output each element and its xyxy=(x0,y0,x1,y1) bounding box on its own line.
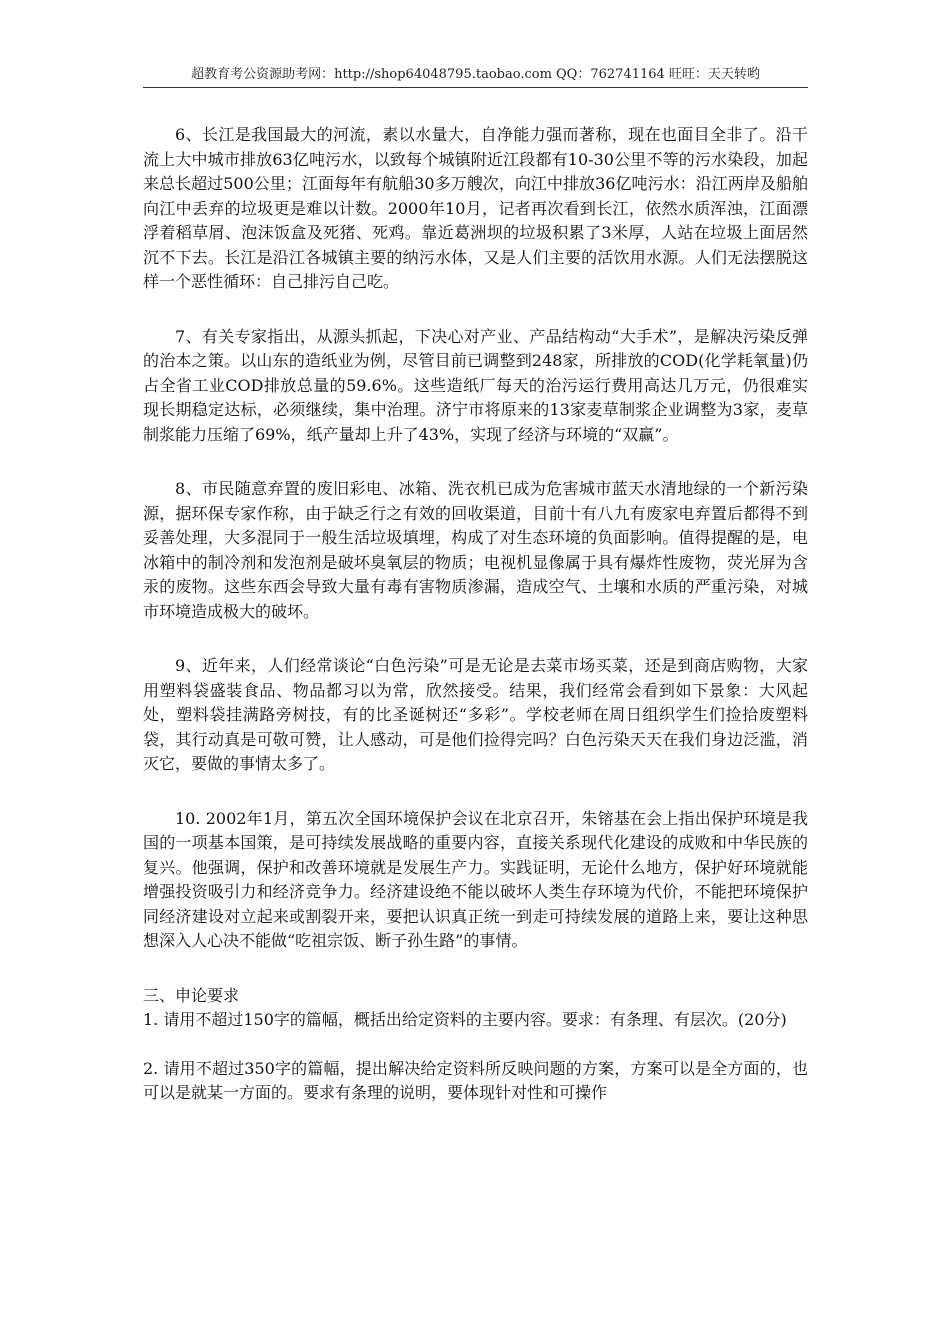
paragraph-10: 10. 2002年1月，第五次全国环境保护会议在北京召开，朱镕基在会上指出保护环境是我国的一项基本国策，是可持续发展战略的重要内容，直接关系现代化建设的成败和中华民族的复兴。他强调，保护和改善环境就是发展生产力。实践证明，无论什么地方，保护好环境就能增强投资吸引力和经济竞争力。经济建设绝不能以破坏人类生存环境为代价，不能把环境保护同经济建设对立起来或割裂开来，要把认识真正统一到走可持续发展的道路上来，要让这种思想深入人心决不能做“吃祖宗饭、断子孙生路”的事情。 xyxy=(143,808,808,950)
requirement-2: 2. 请用不超过350字的篇幅，提出解决给定资料所反映问题的方案，方案可以是全方面的，也可以是就某一方面的。要求有条理的说明，要体现针对性和可操作 xyxy=(143,1058,808,1102)
paragraph-6: 6、长江是我国最大的河流，素以水量大，自净能力强而著称，现在也面目全非了。沿干流上大中城市排放63亿吨污水，以致每个城镇附近江段都有10-30公里不等的污水染段，加起来总长超过500公里；江面每年有航船30多万艘次，向江中排放36亿吨污水：沿江两岸及船舶向江中丢弃的垃圾更是难以计数。2000年10月，记者再次看到长江，依然水质浑浊，江面漂浮着稻草屑、泡沫饭盒及死猪、死鸡。靠近葛洲坝的垃圾积累了3米厚，人站在垃圾上面居然沉不下去。长江是沿江各城镇主要的纳污水体，又是人们主要的活饮用水源。人们无法摆脱这样一个恶性循环：自己排污自己吃。 xyxy=(143,125,808,291)
document-body xyxy=(143,123,808,1130)
section-title: 三、申论要求 xyxy=(143,985,240,1005)
page-header: 超教育考公资源助考网：http://shop64048795.taobao.com QQ：762741164 旺旺：天天转哟 xyxy=(191,67,760,82)
header-divider xyxy=(143,87,808,88)
paragraph-9: 9、近年来，人们经常谈论“白色污染”可是无论是去菜市场买菜，还是到商店购物，大家用塑料袋盛装食品、物品都习以为常，欣然接受。结果，我们经常会看到如下景象：大风起处，塑料袋挂满路旁树技，有的比圣诞树还“多彩”。学校老师在周日组织学生们捡拾废塑料袋，其行动真是可敬可赞，让人感动，可是他们捡得完吗？白色污染天天在我们身边泛滥，消灭它，要做的事情太多了。 xyxy=(143,656,808,773)
paragraph-7: 7、有关专家指出，从源头抓起，下决心对产业、产品结构动“大手术”，是解决污染反弹的治本之策。以山东的造纸业为例，尽管目前已调整到248家，所排放的COD(化学耗氧量)仍占全省工业COD排放总量的59.6%。这些造纸厂每天的治污运行费用高达几万元，仍很难实现长期稳定达标，必须继续，集中治理。济宁市将原来的13家麦草制浆企业调整为3家，麦草制浆能力压缩了69%，纸产量却上升了43%，实现了经济与环境的“双赢”。 xyxy=(143,326,808,444)
paragraph-8: 8、市民随意弃置的废旧彩电、冰箱、洗衣机已成为危害城市蓝天水清地绿的一个新污染源，据环保专家作称，由于缺乏行之有效的回收渠道，目前十有八九有废家电弃置后都得不到妥善处理，大多混同于一般生活垃圾填埋，构成了对生态环境的负面影响。值得提醒的是，电冰箱中的制冷剂和发泡剂是破坏臭氧层的物质；电视机显像属于具有爆炸性废物，荧光屏为含汞的废物。这些东西会导致大量有毒有害物质渗漏，造成空气、土壤和水质的严重污染，对城市环境造成极大的破坏。 xyxy=(143,479,808,621)
requirement-1: 1. 请用不超过150字的篇幅，概括出给定资料的主要内容。要求：有条理、有层次。(20分) xyxy=(143,1010,787,1029)
